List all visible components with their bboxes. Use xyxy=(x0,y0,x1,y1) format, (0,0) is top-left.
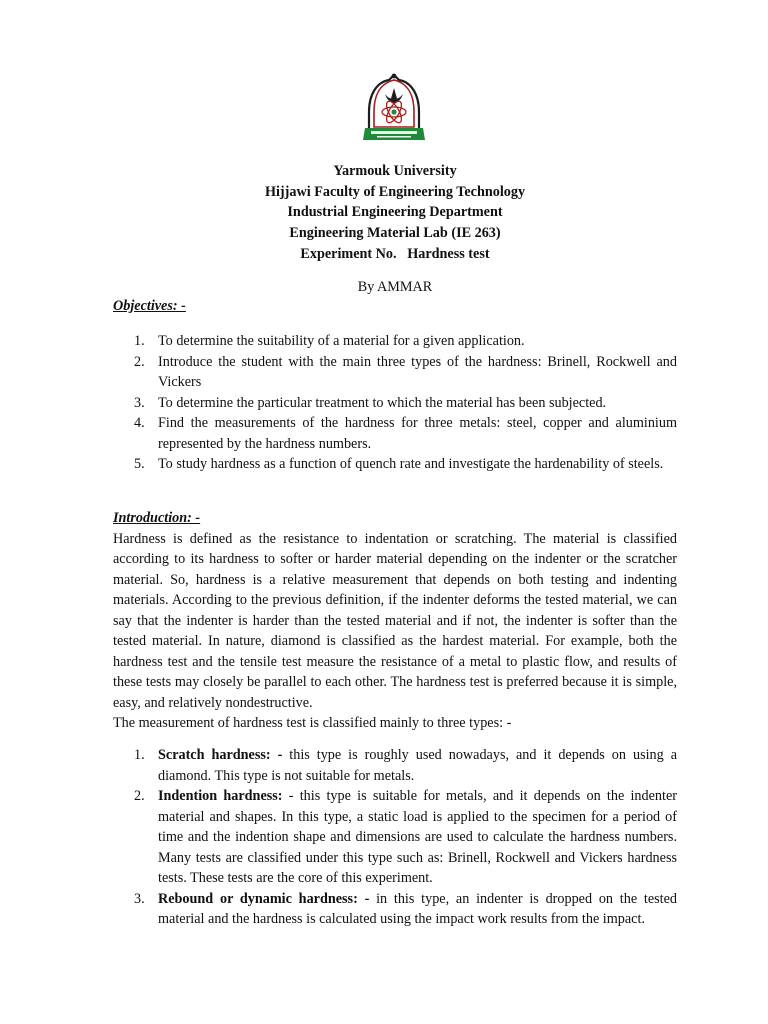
introduction-paragraph-types: The measurement of hardness test is classified mainly to three types: - xyxy=(113,715,512,731)
list-number: 5. xyxy=(134,456,145,472)
introduction-section xyxy=(113,508,677,734)
document-header xyxy=(113,161,677,265)
list-item xyxy=(113,393,677,414)
list-number: 3. xyxy=(134,394,145,411)
author-byline: By AMMAR xyxy=(357,279,433,295)
faculty-name: Hijjawi Faculty of Engineering Technology xyxy=(264,183,526,200)
objectives-heading: Objectives: - xyxy=(113,298,186,314)
list-number: 2. xyxy=(134,788,145,804)
list-text: Introduce the student with the main three types of the hardness: Brinell, Rockwell and Vickers xyxy=(158,353,677,390)
type-description: in this type, an indenter is dropped on the tested material and the hardness is calculated using the impact work results from the impact. xyxy=(158,890,677,927)
type-description: - this type is suitable for metals, and it depends on the indenter material and shapes. In this type, a static load is applied to the specimen for a period of time and the indention shape and dimensions are used to calculate the hardness numbers. Many tests are classified under this type such as: Brinell, Rockwell and Vickers hardness tests. These tests are the core of this experiment. xyxy=(158,788,677,886)
list-text: Find the measurements of the hardness for three metals: steel, copper and aluminium represented by the hardness numbers. xyxy=(158,415,677,452)
list-text: To determine the particular treatment to which the material has been subjected. xyxy=(158,394,607,411)
objectives-list xyxy=(113,331,677,475)
list-number: 1. xyxy=(134,747,145,763)
type-term: Indention hardness: xyxy=(158,788,283,804)
university-name: Yarmouk University xyxy=(333,163,457,179)
introduction-paragraph: Hardness is defined as the resistance to indentation or scratching. The material is classified according to its hardness to softer or harder material depending on the indenter or the scratcher material. So, hardness is a relative measurement that depends on both testing and indenting materials. According to the previous definition, if the indenter deforms the tested material, we can say that the indenter is harder than the tested material and if not, the indenter is softer than the tested material. In nature, diamond is classified as the hardest material. For example, both the hardness test and the tensile test measure the resistance of a metal to plastic flow, and results of these tests may closely be parallel to each other. The hardness test is preferred because it is simple, easy, and relatively nondestructive. xyxy=(113,530,677,711)
list-number: 3. xyxy=(134,890,145,907)
experiment-title: Experiment No. Hardness test xyxy=(300,245,490,262)
list-number: 1. xyxy=(134,333,145,349)
list-item xyxy=(113,331,677,352)
hardness-types-list xyxy=(113,745,677,930)
type-term: Rebound or dynamic hardness: - xyxy=(158,890,370,907)
list-item xyxy=(113,454,677,475)
list-item xyxy=(113,413,677,454)
list-number: 4. xyxy=(134,415,145,431)
list-text: To study hardness as a function of quench rate and investigate the hardenability of steels. xyxy=(158,456,664,472)
university-logo xyxy=(359,72,429,146)
list-item xyxy=(113,352,677,393)
department-name: Industrial Engineering Department xyxy=(287,204,503,221)
type-description: this type is roughly used nowadays, and it depends on using a diamond. This type is not suitable for metals. xyxy=(158,747,677,784)
list-item xyxy=(113,889,677,930)
list-item xyxy=(113,786,677,889)
type-term: Scratch hardness: - xyxy=(158,747,283,763)
introduction-heading: Introduction: - xyxy=(113,510,201,526)
course-title: Engineering Material Lab (IE 263) xyxy=(289,225,501,242)
list-item xyxy=(113,745,677,786)
list-text: To determine the suitability of a material for a given application. xyxy=(158,333,525,349)
list-number: 2. xyxy=(134,353,145,370)
